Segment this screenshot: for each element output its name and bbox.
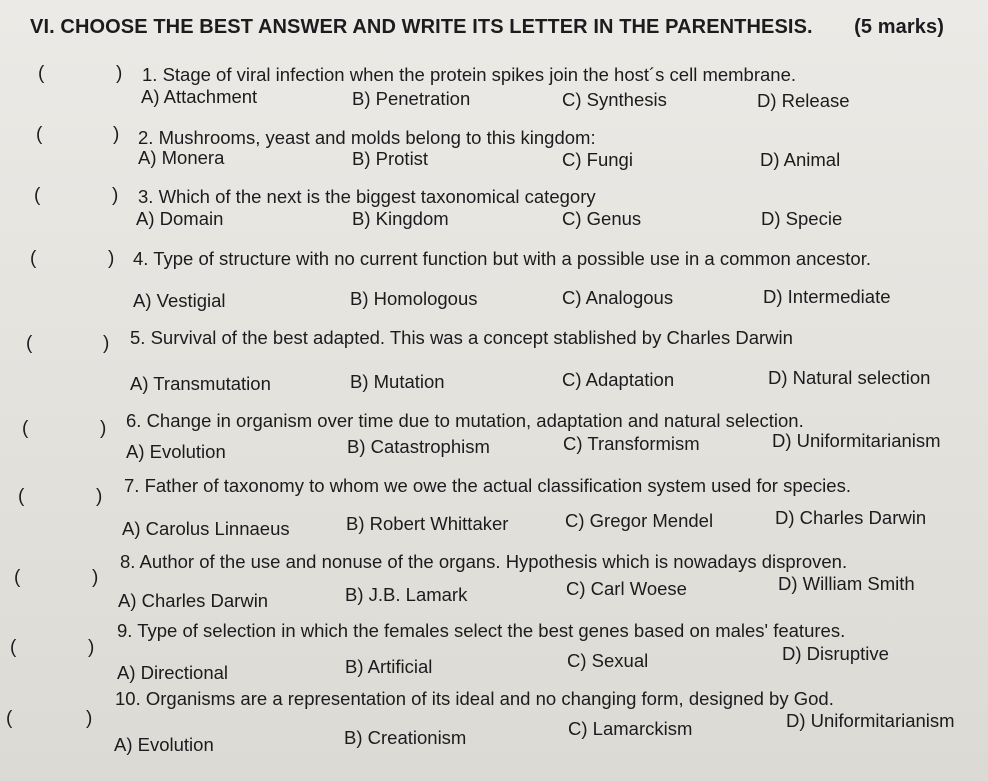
option-d: D) Specie: [761, 208, 843, 229]
option-a: A) Monera: [138, 147, 225, 168]
option-b: B) Creationism: [344, 727, 467, 748]
answer-paren-open[interactable]: (: [36, 124, 43, 145]
option-a: A) Carolus Linnaeus: [122, 518, 290, 539]
answer-paren-close: ): [116, 63, 123, 84]
answer-paren-close: ): [108, 248, 115, 269]
answer-paren-open[interactable]: (: [6, 708, 13, 729]
option-a: A) Evolution: [126, 441, 226, 462]
answer-paren-open[interactable]: (: [18, 486, 25, 507]
option-b: B) Catastrophism: [347, 436, 490, 457]
answer-paren-close: ): [86, 708, 93, 729]
option-c: C) Gregor Mendel: [565, 510, 714, 531]
question-stem: 9. Type of selection in which the females select the best genes based on males' features.: [117, 620, 846, 641]
option-b: B) Homologous: [350, 288, 478, 309]
answer-paren-close: ): [92, 567, 99, 588]
option-a: A) Vestigial: [133, 290, 226, 311]
answer-paren-open[interactable]: (: [38, 63, 45, 84]
option-c: C) Carl Woese: [566, 578, 687, 599]
option-c: C) Adaptation: [562, 369, 675, 390]
option-c: C) Lamarckism: [568, 718, 693, 739]
option-d: D) Animal: [760, 149, 841, 170]
option-d: D) Uniformitarianism: [772, 430, 941, 451]
section-header: [30, 16, 960, 39]
option-a: A) Domain: [136, 208, 224, 229]
option-a: A) Evolution: [114, 734, 214, 755]
answer-paren-open[interactable]: (: [34, 185, 41, 206]
answer-paren-close: ): [113, 124, 120, 145]
option-b: B) Penetration: [352, 88, 471, 109]
option-c: C) Synthesis: [562, 89, 667, 110]
option-b: B) Kingdom: [352, 208, 449, 229]
question-stem: 7. Father of taxonomy to whom we owe the actual classification system used for species.: [124, 475, 851, 496]
question-stem: 6. Change in organism over time due to mutation, adaptation and natural selection.: [126, 410, 804, 431]
question-stem: 5. Survival of the best adapted. This was a concept stablished by Charles Darwin: [130, 327, 793, 348]
answer-paren-open[interactable]: (: [10, 637, 17, 658]
option-d: D) Intermediate: [763, 286, 891, 307]
option-d: D) William Smith: [778, 573, 915, 594]
option-c: C) Genus: [562, 208, 642, 229]
option-d: D) Natural selection: [768, 367, 931, 388]
question-stem: 8. Author of the use and nonuse of the organs. Hypothesis which is nowadays disproven.: [120, 551, 848, 572]
answer-paren-close: ): [103, 333, 110, 354]
option-b: B) Robert Whittaker: [346, 513, 509, 534]
question-stem: 3. Which of the next is the biggest taxonomical category: [138, 186, 596, 207]
option-d: D) Uniformitarianism: [786, 710, 955, 731]
answer-paren-open[interactable]: (: [30, 248, 37, 269]
answer-paren-open[interactable]: (: [22, 418, 29, 439]
option-b: B) Mutation: [350, 371, 445, 392]
option-a: A) Attachment: [141, 86, 258, 107]
option-a: A) Charles Darwin: [118, 590, 269, 611]
answer-paren-close: ): [88, 637, 95, 658]
question-stem: 2. Mushrooms, yeast and molds belong to this kingdom:: [138, 127, 596, 148]
option-d: D) Disruptive: [782, 643, 889, 664]
option-a: A) Transmutation: [130, 373, 271, 394]
section-title: VI. CHOOSE THE BEST ANSWER AND WRITE ITS LETTER IN THE PARENTHESIS.: [30, 16, 813, 38]
answer-paren-open[interactable]: (: [14, 567, 21, 588]
question-stem: 4. Type of structure with no current function but with a possible use in a common ancestor.: [133, 248, 871, 269]
option-b: B) Protist: [352, 148, 429, 169]
answer-paren-close: ): [100, 418, 107, 439]
option-c: C) Fungi: [562, 149, 633, 170]
option-c: C) Transformism: [563, 433, 700, 454]
question-stem: 1. Stage of viral infection when the protein spikes join the host´s cell membrane.: [142, 64, 797, 85]
answer-paren-close: ): [96, 486, 103, 507]
answer-paren-close: ): [112, 185, 119, 206]
option-c: C) Analogous: [562, 287, 674, 308]
option-d: D) Release: [757, 90, 850, 111]
question-stem: 10. Organisms are a representation of its ideal and no changing form, designed by God.: [115, 688, 834, 709]
option-a: A) Directional: [117, 662, 229, 683]
option-d: D) Charles Darwin: [775, 507, 927, 528]
marks-label: (5 marks): [854, 16, 944, 38]
option-b: B) J.B. Lamark: [345, 584, 468, 605]
option-b: B) Artificial: [345, 656, 433, 677]
option-c: C) Sexual: [567, 650, 649, 671]
answer-paren-open[interactable]: (: [26, 333, 33, 354]
